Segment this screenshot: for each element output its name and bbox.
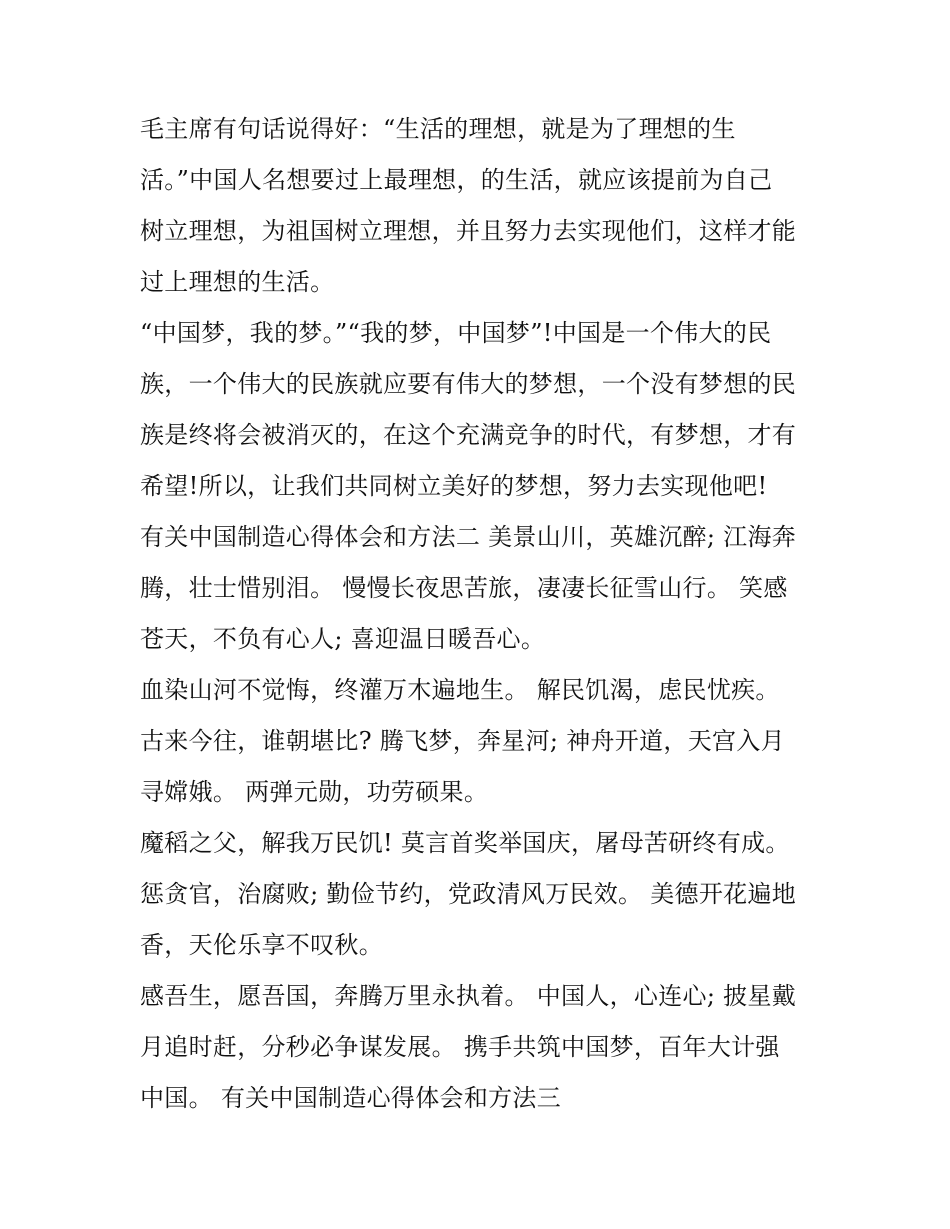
text-line: 活。”中国人名想要过上最理想，的生活，就应该提前为自己	[140, 166, 773, 194]
text-line: 古来今往，谁朝堪比? 腾飞梦，奔星河; 神舟开道，天宫入月	[140, 727, 785, 755]
text-line: 月追时赶，分秒必争谋发展。 携手共筑中国梦，百年大计强	[140, 1033, 780, 1061]
text-line: 腾，壮士惜别泪。 慢慢长夜思苦旅，凄凄长征雪山行。 笑感	[140, 574, 788, 602]
text-line: 香，天伦乐享不叹秋。	[140, 931, 383, 959]
text-line: 寻嫦娥。 两弹元勋，功劳硕果。	[140, 778, 489, 806]
text-line: 希望!所以，让我们共同树立美好的梦想，努力去实现他吧!	[140, 472, 768, 500]
text-line: 有关中国制造心得体会和方法二 美景山川，英雄沉醉; 江海奔	[140, 523, 797, 551]
text-line: 毛主席有句话说得好：“生活的理想，就是为了理想的生	[140, 115, 736, 143]
text-line: 族是终将会被消灭的，在这个充满竞争的时代，有梦想，才有	[140, 421, 797, 449]
text-line: 感吾生，愿吾国，奔腾万里永执着。 中国人，心连心; 披星戴	[140, 982, 797, 1010]
text-line: 族，一个伟大的民族就应要有伟大的梦想，一个没有梦想的民	[140, 370, 797, 398]
text-line: 过上理想的生活。	[140, 268, 335, 296]
text-line: 血染山河不觉悔，终灌万木遍地生。 解民饥渴，虑民忧疾。	[140, 676, 780, 704]
text-line: 中国。 有关中国制造心得体会和方法三	[140, 1084, 562, 1112]
text-line: 苍天，不负有心人; 喜迎温日暖吾心。	[140, 625, 546, 653]
text-line: 树立理想，为祖国树立理想，并且努力去实现他们，这样才能	[140, 217, 797, 245]
text-line: 魔稻之父，解我万民饥! 莫言首奖举国庆，屠母苦研终有成。	[140, 829, 790, 857]
text-line: 惩贪官，治腐败; 勤俭节约，党政清风万民效。 美德开花遍地	[140, 880, 797, 908]
text-line: “中国梦，我的梦。”“我的梦，中国梦”!中国是一个伟大的民	[140, 319, 772, 347]
